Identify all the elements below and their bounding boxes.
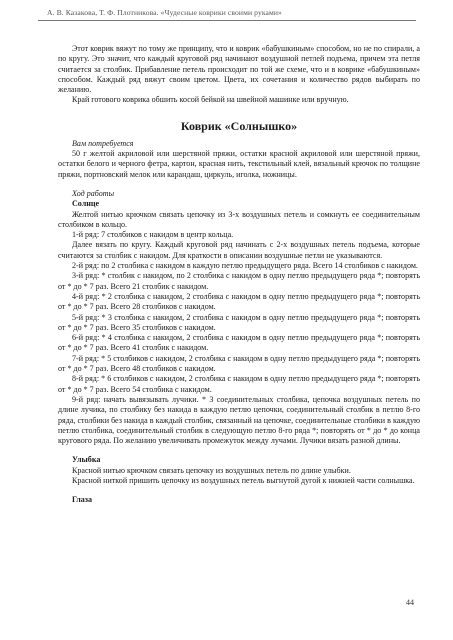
intro-paragraph: Край готового коврика обшить косой бейкой на швейной машинке или вручную. [72,95,349,105]
sun-step: 9-й ряд: начать вывязывать лучики. * 3 соединительных столбика, цепочка воздушных петель по длине лучика, по столбику без накида в каждую петлю цепочки, соединительный столбик в петлю 8-го ряда, столбики без накида в каждый столбик, связанный на цепочке, соединительные столбики в каждую петлю столбика, соединительный столбик в следующую петлю 8-го ряда *; повторять от * до * до конца кругового ряда. По желанию увеличивать промежуток между лучами. Лучики вязать разной длины. [58,394,420,446]
eyes-heading: Глаза [72,495,93,505]
spacer [58,180,420,189]
sun-step: 3-й ряд: * столбик с накидом, по 2 столбика с накидом в одну петлю предыдущего ряда *; повторять от * до * 7 раз. Всего 21 столбик с накидом. [58,271,420,291]
sun-step: 4-й ряд: * 2 столбика с накидом, 2 столбика с накидом в одну петлю предыдущего ряда *; повторять от * до * 7 раз. Всего 28 столбиков с накидом. [58,291,420,312]
header-rule [38,20,416,21]
workflow-heading: Ход работы [72,188,115,198]
sun-step: 8-й ряд: * 6 столбиков с накидом, 2 столбика с накидом в одну петлю предыдущего ряда *; повторять от * до * 7 раз. Всего 54 столбика с накидом. [58,374,420,394]
sun-step: 6-й ряд: * 4 столбика с накидом, 2 столбика с накидом в одну петлю предыдущего ряда *; повторять от * до * 7 раз. Всего 41 столбик с накидом. [58,333,420,353]
smile-step: Красной нитью крючком связать цепочку из воздушных петель по длине улыбки. [72,465,351,475]
section-title: Коврик «Солнышко» [180,118,298,133]
page-body [58,44,420,506]
sun-heading: Солнце [72,199,100,209]
running-header: А. В. Казакова, Т. Ф. Плотникова. «Чудесные коврики своими руками» [47,8,282,17]
sun-step: Желтой нитью крючком связать цепочку из 3-х воздушных петель и сомкнуть ее соединительным столбиком в кольцо. [58,209,420,229]
sun-step: Далее вязать по кругу. Каждый круговой ряд начинать с 2-х воздушных петель подъема, которые считаются за столбик с накидом. Для краткости в описании воздушные петли не указываются. [58,240,420,260]
sun-step: 2-й ряд: по 2 столбика с накидом в каждую петлю предыдущего ряда. Всего 14 столбиков с накидом. [72,261,418,271]
smile-heading: Улыбка [72,455,101,465]
materials-heading: Вам потребуется [72,138,134,148]
materials-text: 50 г желтой акриловой или шерстяной пряжи, остатки красной акриловой или шерстяной пряжи, остатки белого и черного фетра, картон, красная нить, текстильный клей, вязальный крючок по толщине пряжи, портновский мелок или карандаш, циркуль, иголка, ножницы. [58,149,420,179]
intro-block [58,44,420,106]
spacer [58,486,420,495]
intro-paragraph: Этот коврик вяжут по тому же принципу, что и коврик «бабушкиным» способом, но не по спирали, а по кругу. Это значит, что каждый круговой ряд начинают воздушной петлей подъема, причем эта петля считается за столбик. Прибавление петель происходит по той же схеме, что и в коврике «бабушкиным» способом. Каждый ряд вяжут своим цветом. Цвета, их сочетания и количество рядов выбирать по желанию. [58,44,420,95]
sun-step: 5-й ряд: * 3 столбика с накидом, 2 столбика с накидом в одну петлю предыдущего ряда *; повторять от * до * 7 раз. Всего 35 столбиков с накидом. [58,312,420,332]
sun-step: 7-й ряд: * 5 столбиков с накидом, 2 столбика с накидом в одну петлю предыдущего ряда *; повторять от * до * 7 раз. Всего 48 столбиков с накидом. [58,353,420,374]
sun-step: 1-й ряд: 7 столбиков с накидом в центр кольца. [72,230,234,240]
spacer [58,446,420,455]
smile-step: Красной ниткой пришить цепочку из воздушных петель выгнутой дугой к нижней части солнышка. [72,475,415,485]
page-number: 44 [406,598,414,607]
